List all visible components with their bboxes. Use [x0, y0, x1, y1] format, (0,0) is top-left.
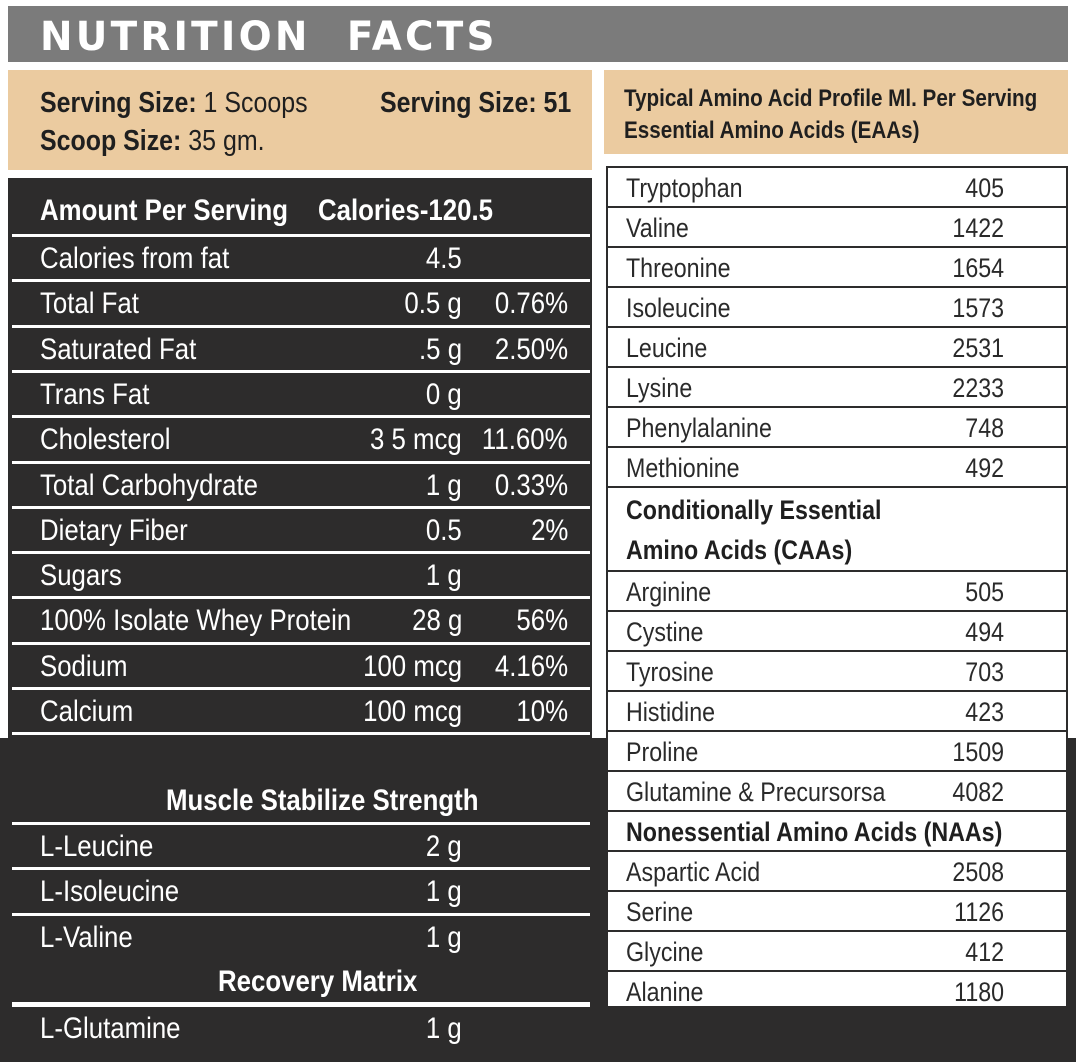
amino-name-text: Tryptophan: [626, 173, 743, 203]
nutrient-amount: [355, 423, 462, 457]
amino-row: [608, 572, 1066, 612]
supplement-amount: [420, 830, 462, 864]
nutrient-row: [8, 236, 592, 281]
nutrient-row: [8, 644, 592, 689]
amino-value: [959, 171, 1004, 205]
servings-per-container-line: [380, 86, 602, 120]
nutrient-daily-value: [483, 333, 568, 367]
nutrient-name: Trans Fat: [40, 377, 150, 411]
nutrient-amount-value: .5 g: [418, 332, 462, 366]
scoop-size-line: [40, 124, 301, 158]
nutrient-label: [40, 242, 260, 276]
amino-name-text: Alanine: [626, 977, 704, 1007]
nonessential-heading-text: Nonessential Amino Acids (NAAs): [626, 817, 1003, 847]
row-divider: [12, 732, 590, 735]
amino-name: [626, 615, 716, 649]
supplement-label: [40, 830, 172, 864]
servings-label: Serving Size:: [380, 87, 537, 119]
supplement-name: L-Glutamine: [40, 1012, 181, 1045]
amino-name: [626, 695, 730, 729]
amino-value-text: 1509: [952, 737, 1004, 767]
nutrient-daily-value-text: 0.76%: [494, 287, 568, 321]
amino-value: [946, 895, 1004, 929]
nutrient-daily-value: [508, 604, 568, 638]
nutrition-table: [8, 178, 592, 738]
supplement-amount-value: 1 g: [426, 920, 462, 954]
amino-name-text: Glutamine & Precursorsa: [626, 777, 886, 807]
amino-row: [608, 248, 1066, 288]
nutrient-amount: [420, 378, 462, 412]
nutrient-row: [8, 281, 592, 326]
amino-row: [608, 288, 1066, 328]
serving-size-label: Serving Size:: [40, 87, 197, 119]
supplement-label: [40, 921, 148, 955]
amino-row: [608, 652, 1066, 692]
nutrient-daily-value: [483, 650, 568, 684]
nutrient-name: Saturated Fat: [40, 332, 197, 366]
amino-value-text: 1180: [954, 977, 1004, 1007]
amino-value: [944, 291, 1004, 325]
nutrient-label: [40, 287, 155, 321]
amino-value-text: 1422: [952, 213, 1004, 243]
nutrient-label: [40, 650, 142, 684]
amino-value: [944, 735, 1004, 769]
amino-row: [608, 732, 1066, 772]
nutrient-daily-value-text: 11.60%: [482, 423, 568, 457]
supplement-row: [8, 869, 592, 914]
supplement-row: [8, 1006, 592, 1051]
supplement-name: L-Leucine: [40, 830, 154, 863]
amino-value: [944, 775, 1004, 809]
amino-value: [944, 371, 1004, 405]
amino-row: [608, 168, 1066, 208]
nutrient-amount-value: 100 mcg: [363, 649, 462, 683]
amino-name-text: Aspartic Acid: [626, 857, 761, 887]
amino-name: [626, 655, 728, 689]
nutrient-amount: [404, 604, 462, 638]
nutrient-name: Sugars: [40, 559, 122, 593]
amino-value-text: 494: [965, 617, 1004, 647]
serving-size-line: [40, 86, 351, 120]
nutrient-daily-value: [525, 514, 568, 548]
amino-acid-table: [606, 166, 1068, 1008]
nutrient-name: Sodium: [40, 649, 128, 683]
nutrient-name: Cholesterol: [40, 423, 171, 457]
amino-value: [959, 935, 1004, 969]
amino-name-text: Leucine: [626, 333, 708, 363]
supplement-label: [40, 875, 202, 909]
recovery-heading: Recovery Matrix: [218, 965, 418, 998]
amino-row: [608, 852, 1066, 892]
page-title: NUTRITION FACTS: [40, 14, 498, 60]
supplement-name: L-Isoleucine: [40, 875, 180, 909]
nutrient-amount: [347, 695, 462, 729]
nutrient-amount: [420, 242, 462, 276]
nutrient-name: Total Fat: [40, 287, 139, 321]
nutrient-amount-value: 1 g: [426, 559, 462, 593]
amino-value-text: 2531: [952, 333, 1004, 363]
amino-name-text: Glycine: [626, 937, 704, 967]
nutrient-daily-value: [508, 695, 568, 729]
title-bar: [8, 6, 1068, 62]
nutrient-amount: [420, 514, 462, 548]
nutrient-name: Calories from fat: [40, 242, 230, 275]
amino-value: [944, 211, 1004, 245]
nutrient-row: [8, 553, 592, 598]
conditional-heading-text1: Conditionally Essential: [626, 495, 882, 525]
amino-name-text: Arginine: [626, 577, 712, 607]
amino-name-text: Phenylalanine: [626, 413, 772, 443]
amino-row: [608, 328, 1066, 368]
nutrient-label: [40, 604, 402, 638]
amino-row: [608, 448, 1066, 488]
serving-size-value: 1 Scoops: [203, 87, 308, 119]
supplement-label: [40, 1012, 203, 1046]
amino-name: [626, 735, 710, 769]
amino-value: [946, 975, 1004, 1009]
amino-name-text: Proline: [626, 737, 699, 767]
amino-name-text: Histidine: [626, 697, 716, 727]
amino-name: [626, 935, 716, 969]
nutrient-row: [8, 417, 592, 462]
supplement-name: L-Valine: [40, 920, 133, 954]
nutrient-amount-value: 0.5: [426, 513, 462, 547]
supplement-row: [8, 824, 592, 869]
nutrient-label: [40, 378, 167, 412]
supplement-amount-value: 1 g: [426, 1012, 462, 1045]
nutrient-daily-value: [468, 423, 568, 457]
amino-row: [608, 408, 1066, 448]
amino-value-text: 4082: [952, 777, 1004, 807]
amino-name: [626, 211, 699, 245]
nutrient-amount: [420, 469, 462, 503]
amino-name: [626, 775, 928, 809]
nutrient-daily-value-text: 10%: [516, 695, 568, 728]
nutrient-amount-value: 0.5 g: [404, 287, 462, 321]
amino-value-text: 2233: [952, 373, 1004, 403]
servings-value: 51: [543, 87, 572, 119]
nonessential-heading-line: [626, 812, 1064, 852]
amino-row: [608, 932, 1066, 972]
conditional-heading-text2: Amino Acids (CAAs): [626, 535, 853, 565]
amino-name: [626, 251, 748, 285]
amino-value-text: 703: [965, 657, 1004, 687]
amino-row: [608, 692, 1066, 732]
amino-value: [959, 411, 1004, 445]
amino-name-text: Valine: [626, 213, 689, 243]
amino-value-text: 2508: [952, 857, 1004, 887]
essential-heading: Essential Amino Acids (EAAs): [624, 117, 920, 144]
nutrient-label: [40, 695, 148, 729]
amino-value-text: 405: [965, 173, 1004, 203]
nutrient-row: [8, 598, 592, 643]
amino-name-text: Tyrosine: [626, 657, 714, 687]
amino-value: [959, 451, 1004, 485]
amino-row: [608, 892, 1066, 932]
nutrient-amount: [420, 559, 462, 593]
nutrient-daily-value-text: 0.33%: [494, 468, 568, 502]
amino-name: [626, 171, 762, 205]
amino-value-text: 1654: [952, 253, 1004, 283]
supplement-amount: [420, 1012, 462, 1046]
amino-row: [608, 612, 1066, 652]
supplement-amount: [420, 921, 462, 955]
amino-value: [944, 251, 1004, 285]
amino-name-text: Threonine: [626, 253, 731, 283]
nutrient-daily-value-text: 2.50%: [494, 332, 568, 366]
nutrient-daily-value-text: 4.16%: [494, 649, 568, 683]
amino-value: [959, 615, 1004, 649]
nutrient-amount-value: 4.5: [426, 242, 462, 275]
amino-row: [608, 368, 1066, 408]
nutrient-name: 100% Isolate Whey Protein: [40, 604, 352, 638]
nutrient-row: [8, 327, 592, 372]
nutrient-name: Total Carbohydrate: [40, 468, 258, 502]
scoop-size-value: 35 gm.: [188, 125, 265, 157]
amino-value: [959, 695, 1004, 729]
amino-name-text: Cystine: [626, 617, 704, 647]
supplement-amount-value: 2 g: [426, 830, 462, 863]
amino-name-text: Methionine: [626, 453, 740, 483]
calories-label: Calories-120.5: [318, 194, 493, 227]
amino-value: [959, 655, 1004, 689]
nutrient-amount-value: 1 g: [426, 468, 462, 502]
nutrient-row: [8, 508, 592, 553]
amino-row: [608, 972, 1066, 1012]
serving-info-panel: [8, 70, 592, 170]
conditional-heading-line2: [626, 530, 889, 570]
amino-row: [608, 772, 1066, 812]
amino-row: [608, 208, 1066, 248]
amino-name-text: Lysine: [626, 373, 693, 403]
nutrient-daily-value-text: 2%: [530, 513, 568, 547]
nutrient-label: [40, 333, 222, 367]
amino-name: [626, 575, 725, 609]
conditional-heading-line1: [626, 490, 923, 530]
amino-name: [626, 895, 704, 929]
amino-value: [944, 855, 1004, 889]
supplement-row: [8, 915, 592, 960]
nutrient-amount-value: 28 g: [411, 604, 462, 638]
amino-name: [626, 411, 796, 445]
nutrient-amount: [412, 333, 462, 367]
nutrient-daily-value: [483, 287, 568, 321]
amino-value: [959, 575, 1004, 609]
nutrient-amount-value: 100 mcg: [363, 695, 462, 728]
amino-value: [944, 331, 1004, 365]
nutrient-daily-value: [483, 469, 568, 503]
nutrient-amount-value: 0 g: [426, 377, 462, 411]
amino-name: [626, 855, 782, 889]
amino-value-text: 423: [965, 697, 1004, 727]
amino-name: [626, 371, 703, 405]
nutrient-row: [8, 689, 592, 734]
amino-name-text: Isoleucine: [626, 293, 731, 323]
amino-value-text: 492: [965, 453, 1004, 483]
amino-name: [626, 975, 716, 1009]
nutrient-name: Calcium: [40, 695, 134, 728]
muscle-heading: Muscle Stabilize Strength: [166, 784, 479, 817]
amino-value-text: 748: [965, 413, 1004, 443]
amount-per-serving-label: Amount Per Serving: [40, 194, 289, 227]
nonessential-section-heading: [608, 812, 1066, 852]
amino-profile-title: Typical Amino Acid Profile Ml. Per Serving: [624, 85, 1038, 112]
scoop-size-label: Scoop Size:: [40, 125, 182, 157]
supplement-amount: [420, 875, 462, 909]
nutrient-row: [8, 372, 592, 417]
nutrient-amount-value: 3 5 mcg: [370, 423, 462, 457]
amino-name: [626, 451, 758, 485]
nutrient-label: [40, 469, 293, 503]
conditional-section-heading: [608, 488, 1066, 572]
nutrient-daily-value-text: 56%: [516, 604, 568, 638]
nutrient-label: [40, 514, 212, 548]
amino-value-text: 1573: [952, 293, 1004, 323]
amino-profile-header: [604, 70, 1068, 154]
nutrient-label: [40, 559, 135, 593]
amino-value-text: 412: [965, 937, 1004, 967]
nutrient-label: [40, 423, 192, 457]
amino-name-text: Serine: [626, 897, 694, 927]
amino-name: [626, 331, 721, 365]
amino-value-text: 505: [965, 577, 1004, 607]
amino-name: [626, 291, 748, 325]
supplement-amount-value: 1 g: [426, 875, 462, 909]
nutrient-name: Dietary Fiber: [40, 513, 188, 547]
nutrient-amount: [347, 650, 462, 684]
nutrient-row: [8, 463, 592, 508]
amino-value-text: 1126: [954, 897, 1004, 927]
nutrient-amount: [395, 287, 462, 321]
